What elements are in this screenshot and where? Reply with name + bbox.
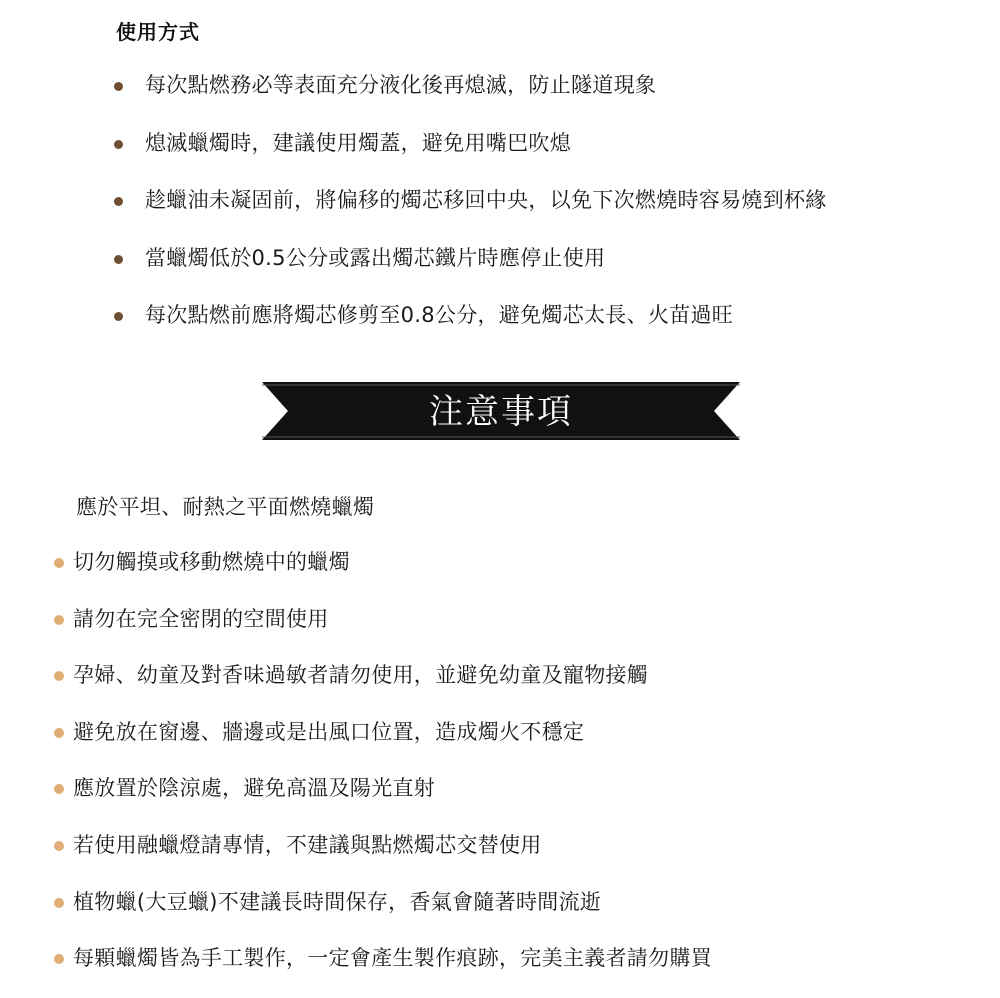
bullet-dot-icon [54, 898, 64, 908]
usage-list-item [114, 241, 827, 299]
notice-list-item [54, 602, 712, 659]
usage-item-text: 趁蠟油未凝固前，將偏移的燭芯移回中央，以免下次燃燒時容易燒到杯緣 [145, 188, 827, 212]
notice-list-item [54, 941, 712, 998]
notice-list [54, 545, 712, 998]
notice-banner [262, 382, 740, 442]
bullet-dot-icon [54, 558, 64, 568]
notice-item-text: 若使用融蠟燈請專情，不建議與點燃燭芯交替使用 [73, 832, 542, 857]
usage-item-text: 熄滅蠟燭時，建議使用燭蓋，避免用嘴巴吹熄 [145, 130, 571, 155]
bullet-dot-icon [114, 197, 123, 206]
notice-list-item [54, 658, 712, 715]
notice-list-item [54, 771, 712, 828]
bullet-dot-icon [54, 615, 64, 625]
bullet-dot-icon [54, 784, 64, 794]
bullet-dot-icon [114, 255, 123, 264]
usage-item-text: 每次點燃前應將燭芯修剪至0.8公分，避免燭芯太長、火苗過旺 [145, 303, 734, 327]
usage-section-title: 使用方式 [116, 20, 200, 44]
usage-list-item [114, 126, 827, 184]
bullet-dot-icon [54, 841, 64, 851]
notice-intro-text: 應於平坦、耐熱之平面燃燒蠟燭 [76, 495, 375, 519]
notice-list-item [54, 715, 712, 772]
usage-list-item [114, 298, 827, 356]
notice-list-item [54, 828, 712, 885]
bullet-dot-icon [114, 82, 123, 91]
notice-item-text: 每顆蠟燭皆為手工製作，一定會產生製作痕跡，完美主義者請勿購買 [73, 946, 712, 971]
notice-item-text: 請勿在完全密閉的空間使用 [73, 606, 329, 631]
usage-item-text: 每次點燃務必等表面充分液化後再熄滅，防止隧道現象 [145, 73, 657, 97]
notice-item-text: 孕婦、幼童及對香味過敏者請勿使用，並避免幼童及寵物接觸 [73, 663, 649, 688]
usage-list-item [114, 183, 827, 241]
bullet-dot-icon [54, 954, 64, 964]
bullet-dot-icon [54, 671, 64, 681]
bullet-dot-icon [114, 140, 123, 149]
notice-section-title: 注意事項 [429, 392, 573, 432]
notice-item-text: 切勿觸摸或移動燃燒中的蠟燭 [73, 550, 350, 574]
usage-list-item [114, 68, 827, 126]
notice-item-text: 應放置於陰涼處，避免高溫及陽光直射 [73, 776, 436, 801]
notice-list-item [54, 545, 712, 602]
usage-list [114, 68, 827, 356]
usage-item-text: 當蠟燭低於0.5公分或露出燭芯鐵片時應停止使用 [145, 245, 606, 270]
notice-item-text: 植物蠟(大豆蠟)不建議長時間保存，香氣會隨著時間流逝 [73, 889, 602, 914]
bullet-dot-icon [54, 728, 64, 738]
notice-item-text: 避免放在窗邊、牆邊或是出風口位置，造成燭火不穩定 [73, 719, 585, 744]
bullet-dot-icon [114, 312, 123, 321]
notice-list-item [54, 885, 712, 942]
